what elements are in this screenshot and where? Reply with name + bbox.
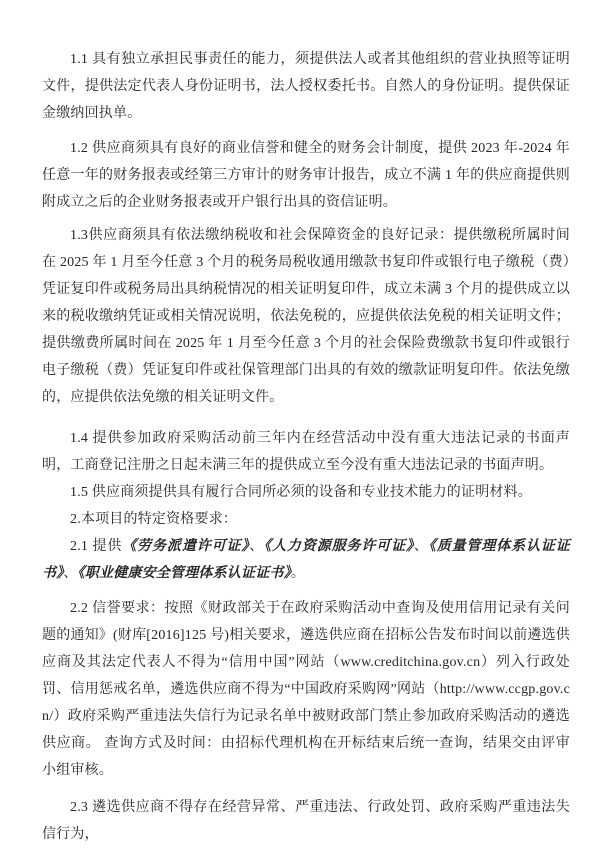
text-run: 1.1 具有独立承担民事责任的能力，须提供法人或者其他组织的营业执照等证明文件，提供法定代表人身份证明书，法人授权委托书。自然人的身份证明。提供保证金缴纳回执单。 (42, 52, 570, 121)
paragraph-p2-2 (42, 595, 570, 784)
book-title: 《劳务派遣许可证》 (122, 539, 250, 554)
text-run: 1.2 供应商须具有良好的商业信誉和健全的财务会计制度，提供 2023 年-2024 年任意一年的财务报表或经第三方审计的财务审计报告，成立不满 1 年的供应商提供则附成立之后的企业财务报表或开户银行出具的资信证明。 (42, 141, 570, 210)
text-run: 、 (249, 539, 265, 554)
text-run: 2.3 遴选供应商不得存在经营异常、严重违法、行政处罚、政府采购严重违法失信行为， (42, 800, 570, 842)
paragraph-p2-3 (42, 794, 570, 848)
text-run: 2.本项目的特定资格要求： (70, 512, 238, 527)
paragraph-p2-1 (42, 533, 570, 587)
text-run: 、 (63, 566, 78, 581)
text-run: 、 (413, 539, 429, 554)
text-run: 1.5 供应商须提供具有履行合同所必须的设备和专业技术能力的证明材料。 (70, 485, 532, 500)
book-title: 《职业健康安全管理体系认证证书》 (77, 566, 291, 581)
text-run: 1.3供应商须具有依法缴纳税收和社会保障资金的良好记录：提供缴税所属时间在 2025 年 1 月至今任意 3 个月的税务局税收通用缴款书复印件或银行电子缴税（费）凭证复印件或税务局出具纳税情况的相关证明复印件，成立未满 3 个月的提供成立以来的税收缴纳凭证或相关情况说明，依法免税的，应提供依法免税的相关证明文件；提供缴费所属时间在 2025 年 1 月至今任意 3 个月的社会保险费缴款书复印件或银行电子缴税（费）凭证复印件或社保管理部门出具的有效的缴款证明复印件。依法免缴的，应提供依法免缴的相关证明文件。 (42, 228, 570, 405)
paragraph-p2 (42, 506, 570, 533)
paragraph-p1-2 (42, 135, 570, 216)
paragraph-p1-4 (42, 425, 570, 479)
paragraph-p1-5 (42, 479, 570, 506)
book-title: 《人力资源服务许可证》 (264, 539, 414, 554)
text-run: 1.4 提供参加政府采购活动前三年内在经营活动中没有重大违法记录的书面声明，工商登记注册之日起未满三年的提供成立至今没有重大违法记录的书面声明。 (42, 431, 570, 473)
document-body (42, 46, 570, 848)
paragraph-p1-3 (42, 222, 570, 411)
text-run: 2.1 提供 (70, 539, 123, 554)
text-run: 。 (290, 566, 306, 581)
text-run: 2.2 信誉要求：按照《财政部关于在政府采购活动中查询及使用信用记录有关问题的通知》(财库[2016]125 号)相关要求，遴选供应商在招标公告发布时间以前遴选供应商及其法定代表人不得为“信用中国”网站（www.creditchina.gov.cn）列入行政处罚、信用惩戒名单，遴选供应商不得为“中国政府采购网”网站（http://www.ccgp.gov.cn/）政府采购严重违法失信行为记录名单中被财政部门禁止参加政府采购活动的遴选供应商。 查询方式及时间：由招标代理机构在开标结束后统一查询，结果交由评审小组审核。 (42, 601, 570, 778)
book-title: 《质量管理体系认证证书》 (42, 539, 570, 581)
paragraph-p1-1 (42, 46, 570, 127)
